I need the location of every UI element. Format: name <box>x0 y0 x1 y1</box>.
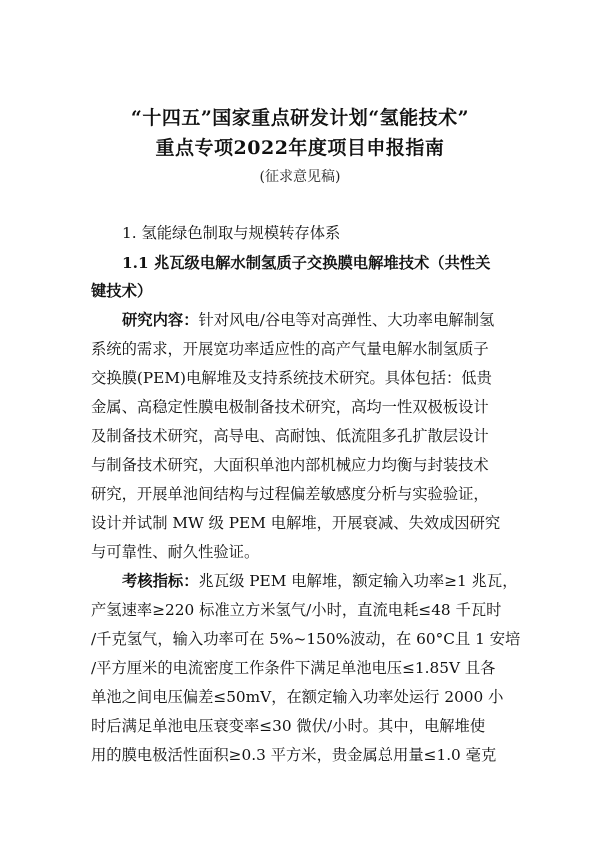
assessment-line-4: /平方厘米的电流密度工作条件下满足单池电压≤1.85V 且各 <box>91 659 496 677</box>
research-line-8: 设计并试制 MW 级 PEM 电解堆，开展衰减、失效成因研究 <box>91 514 501 532</box>
assessment-text: 兆瓦级 PEM 电解堆，额定输入功率≥1 兆瓦， <box>198 572 518 590</box>
assessment-line-3: /千克氢气，输入功率可在 5%~150%波动，在 60°C且 1 安培 <box>91 630 521 648</box>
research-line-1 <box>122 308 494 330</box>
title-line-1: “十四五”国家重点研发计划“氢能技术” <box>130 107 470 129</box>
title-line-2: 重点专项2022年度项目申报指南 <box>155 137 445 159</box>
assessment-line-6: 时后满足单池电压衰变率≤30 微伏/小时。其中，电解堆使 <box>91 717 486 735</box>
assessment-line-2: 产氢速率≥220 标准立方米氢气/小时，直流电耗≤48 千瓦时 <box>91 601 502 619</box>
section-heading-1: 1. 氢能绿色制取与规模转存体系 <box>122 224 341 242</box>
assessment-line-1 <box>122 569 518 591</box>
research-line-3: 交换膜(PEM)电解堆及支持系统技术研究。具体包括：低贵 <box>91 369 492 387</box>
research-line-9: 与可靠性、耐久性验证。 <box>91 543 260 561</box>
research-line-2: 系统的需求，开展宽功率适应性的高产气量电解水制氢质子 <box>91 340 489 358</box>
section-heading-1-1-line-1: 1.1 兆瓦级电解水制氢质子交换膜电解堆技术（共性关 <box>122 254 491 272</box>
research-text: 针对风电/谷电等对高弹性、大功率电解制氢 <box>198 311 495 329</box>
section-heading-1-1-line-2: 键技术） <box>91 282 153 300</box>
assessment-line-7: 用的膜电极活性面积≥0.3 平方米，贵金属总用量≤1.0 毫克 <box>91 746 497 764</box>
research-label: 研究内容： <box>122 311 199 329</box>
assessment-label: 考核指标： <box>122 572 199 590</box>
research-line-6: 与制备技术研究，大面积单池内部机械应力均衡与封装技术 <box>91 456 489 474</box>
assessment-line-5: 单池之间电压偏差≤50mV，在额定输入功率处运行 2000 小 <box>91 688 504 706</box>
subtitle: (征求意见稿) <box>259 169 341 185</box>
research-line-4: 金属、高稳定性膜电极制备技术研究，高均一性双极板设计 <box>91 398 489 416</box>
research-line-5: 及制备技术研究，高导电、高耐蚀、低流阻多孔扩散层设计 <box>91 427 489 445</box>
research-line-7: 研究，开展单池间结构与过程偏差敏感度分析与实验验证， <box>91 485 489 503</box>
